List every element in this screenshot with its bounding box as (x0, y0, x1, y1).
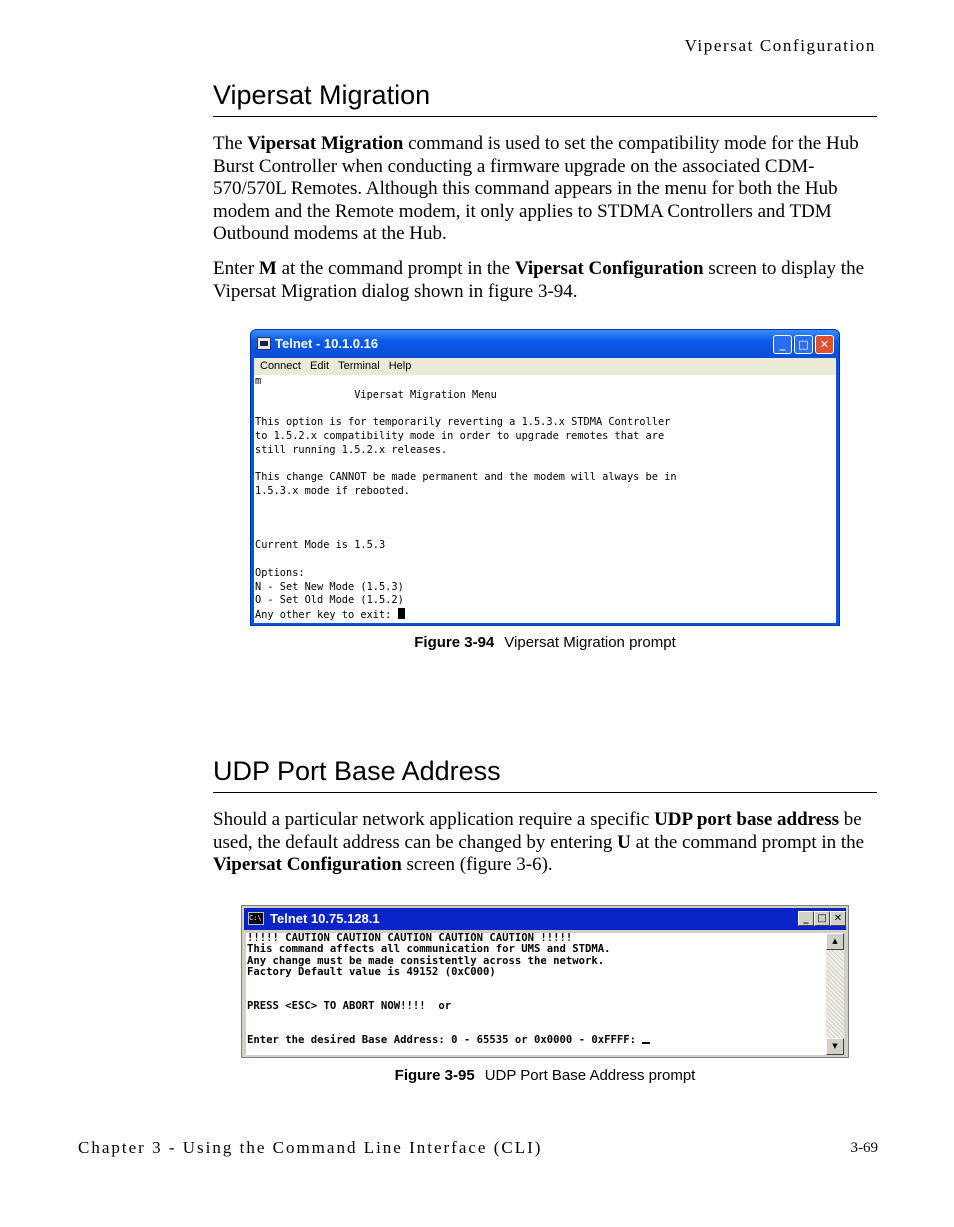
menu-bar (254, 358, 836, 375)
maximize-button[interactable]: □ (814, 911, 830, 926)
telnet-window-udp (241, 905, 849, 1058)
paragraph-udp-description: Should a particular network application require a specific UDP port base address be used, the default address can be changed by entering U at the command prompt in the Vipersat Configuration screen (figure 3-6). (213, 809, 865, 875)
footer-chapter: Chapter 3 - Using the Command Line Interface (CLI) (78, 1138, 543, 1157)
menu-item-edit[interactable]: Edit (310, 360, 330, 372)
terminal-area[interactable] (254, 375, 836, 623)
terminal-cursor (642, 1042, 650, 1044)
scroll-up-arrow-icon[interactable]: ▲ (826, 933, 844, 950)
caption-text: UDP Port Base Address prompt (484, 1067, 696, 1084)
menu-item-connect[interactable]: Connect (260, 360, 301, 372)
section-heading-vipersat-migration: Vipersat Migration (213, 78, 877, 117)
terminal-text: m Vipersat Migration Menu This option is for temporarily reverting a 1.5.3.x STDMA Controller to 1.5.2.x compatibility mode in order to upgrade remotes that are still running 1.5.2.x releases. This change CANNOT be made permanent and the modem will always be in 1.5.3.x mode if rebooted. Current Mode is 1.5.3 Options: N - Set New Mode (1.5.3) O - Set Old Mode (1.5.2) Any other key to exit: (255, 375, 677, 621)
window-title: Telnet - 10.1.0.16 (275, 336, 379, 351)
section-heading-udp-port: UDP Port Base Address (213, 754, 877, 793)
running-header: Vipersat Configuration (684, 36, 876, 55)
close-button[interactable]: ✕ (830, 911, 846, 926)
minimize-button[interactable]: _ (798, 911, 814, 926)
close-button[interactable]: ✕ (815, 335, 834, 354)
figure-caption-3-94 (250, 634, 840, 651)
window-title: Telnet 10.75.128.1 (270, 911, 380, 926)
paragraph-migration-instructions: Enter M at the command prompt in the Vipersat Configuration screen to display the Vipersat Migration dialog shown in figure 3-94. (213, 258, 865, 302)
terminal-area[interactable] (246, 933, 826, 1055)
caption-label: Figure 3-95 (394, 1067, 475, 1084)
caption-label: Figure 3-94 (414, 634, 495, 651)
paragraph-migration-description: The Vipersat Migration command is used to set the compatibility mode for the Hub Burst Controller when conducting a firmware upgrade on the associated CDM-570/570L Remotes. Although this command appears in the menu for both the Hub modem and the Remote modem, it only applies to STDMA Controllers and TDM Outbound modems at the Hub. (213, 133, 859, 244)
menu-item-help[interactable]: Help (388, 360, 412, 372)
terminal-text: !!!!! CAUTION CAUTION CAUTION CAUTION CAUTION !!!!! This command affects all communication for UMS and STDMA. Any change must be made consistently across the network. Factory Default value is 49152 (0xC000) PRESS <ESC> TO ABORT NOW!!!! or Enter the desired Base Address: 0 - 65535 or 0x0000 - 0xFFFF: (247, 932, 637, 1046)
console-icon: C:\ (248, 912, 264, 925)
caption-text: Vipersat Migration prompt (504, 634, 676, 651)
scroll-down-arrow-icon[interactable]: ▼ (826, 1038, 844, 1055)
telnet-window-migration (250, 329, 840, 626)
window-titlebar[interactable] (244, 908, 846, 930)
vertical-scrollbar[interactable] (826, 933, 844, 1055)
footer-page-number: 3-69 (850, 1140, 878, 1156)
menu-item-terminal[interactable]: Terminal (338, 360, 380, 372)
figure-caption-3-95 (241, 1067, 849, 1084)
maximize-button[interactable]: □ (794, 335, 813, 354)
minimize-button[interactable]: _ (773, 335, 792, 354)
terminal-cursor (398, 608, 405, 619)
telnet-icon (257, 337, 271, 350)
window-titlebar[interactable] (251, 330, 839, 358)
